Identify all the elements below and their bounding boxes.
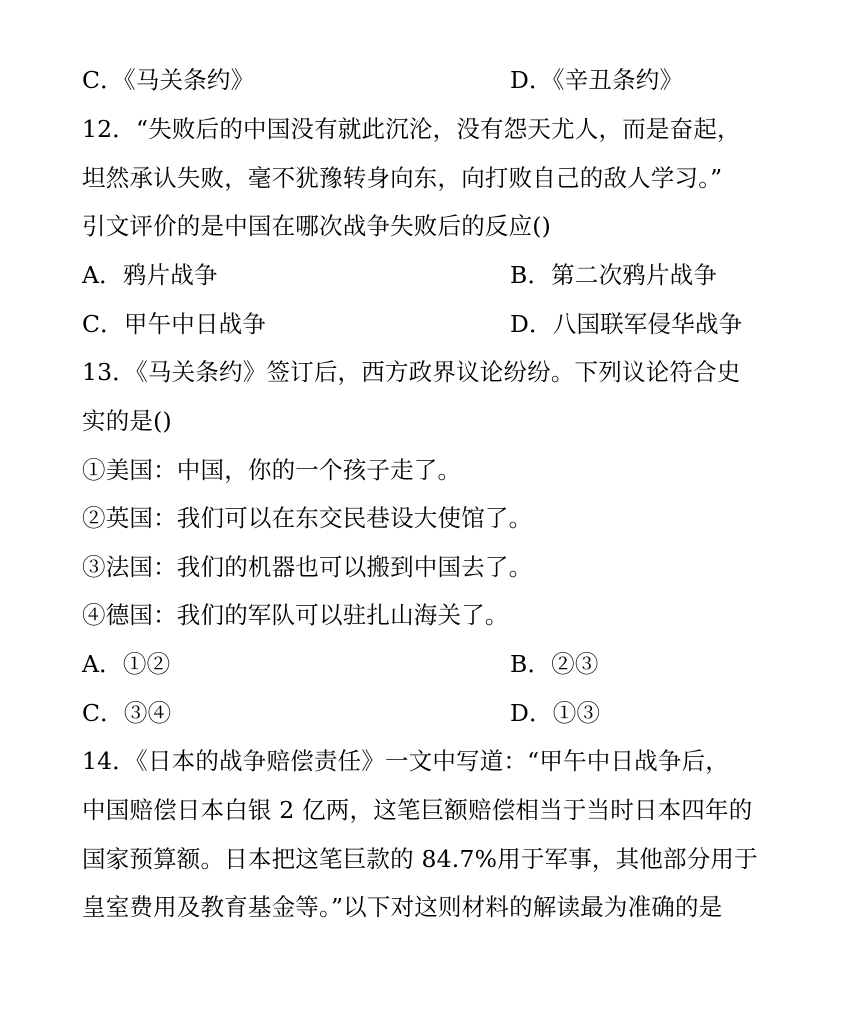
q13-stem-line-2: 实的是() — [82, 407, 172, 435]
q12-option-a: A．鸦片战争 — [82, 261, 218, 289]
q12-option-b: B．第二次鸦片战争 — [510, 261, 718, 289]
q13-statement-3: ③法国：我们的机器也可以搬到中国去了。 — [82, 553, 533, 581]
q13-statement-4: ④德国：我们的军队可以驻扎山海关了。 — [82, 601, 509, 629]
q12-stem-line-3: 引文评价的是中国在哪次战争失败后的反应() — [82, 212, 552, 240]
q13-option-c: C．③④ — [82, 699, 172, 727]
q14-stem-line-1: 14．《日本的战争赔偿责任》一文中写道：“甲午中日战争后， — [82, 747, 729, 775]
q12-stem-line-1: 12．“失败后的中国没有就此沉沦，没有怨天尤人，而是奋起， — [82, 115, 741, 143]
q13-option-b: B．②③ — [510, 650, 599, 678]
q13-statement-1: ①美国：中国，你的一个孩子走了。 — [82, 456, 462, 484]
q13-option-a: A．①② — [82, 650, 171, 678]
q14-stem-line-4: 皇室费用及教育基金等。”以下对这则材料的解读最为准确的是 — [82, 893, 723, 921]
q11-option-c: C．《马关条约》 — [82, 66, 255, 94]
q13-stem-line-1: 13．《马关条约》签订后，西方政界议论纷纷。下列议论符合史 — [82, 358, 741, 386]
q13-option-d: D．①③ — [510, 699, 601, 727]
q12-stem-line-2: 坦然承认失败，毫不犹豫转身向东，向打败自己的敌人学习。” — [82, 164, 723, 192]
q13-statement-2: ②英国：我们可以在东交民巷设大使馆了。 — [82, 504, 533, 532]
q11-option-d: D．《辛丑条约》 — [510, 66, 684, 94]
q12-option-d: D．八国联军侵华战争 — [510, 310, 743, 338]
q12-option-c: C．甲午中日战争 — [82, 310, 267, 338]
q14-stem-line-3: 国家预算额。日本把这笔巨款的 84.7%用于军事，其他部分用于 — [82, 845, 758, 873]
q14-stem-line-2: 中国赔偿日本白银 2 亿两，这笔巨额赔偿相当于当时日本四年的 — [82, 796, 753, 824]
